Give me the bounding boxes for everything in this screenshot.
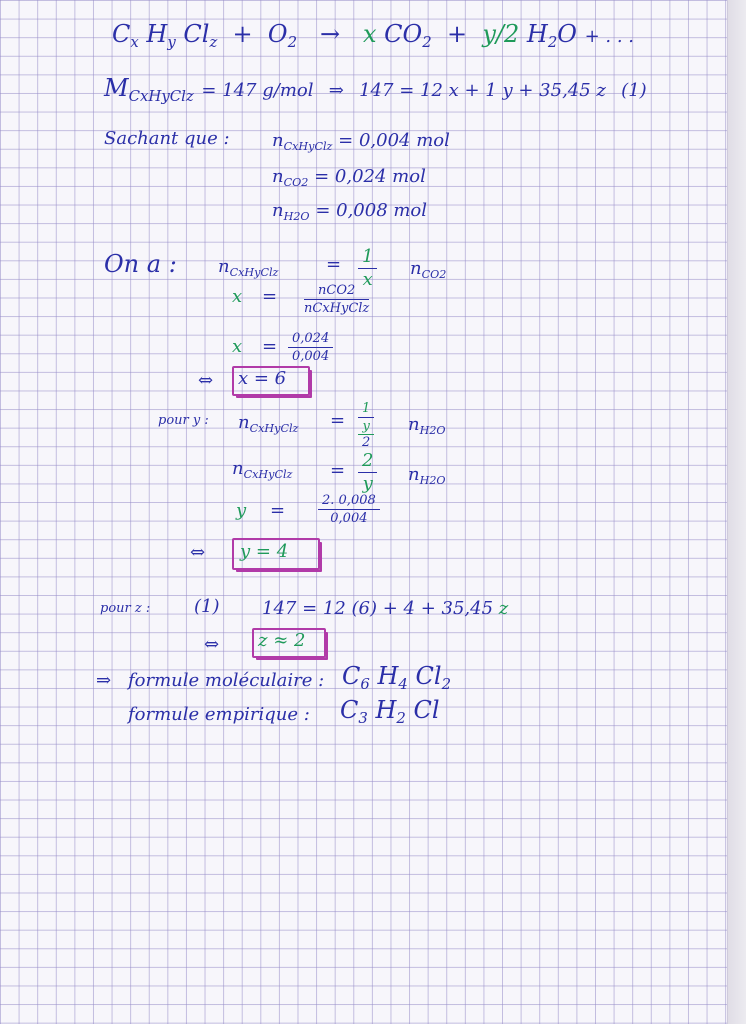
y-relation-eq: =	[330, 410, 346, 431]
x-relation-den: x	[362, 269, 373, 290]
known-n-h2o: $n_{H2O} = 0,008$ mol	[272, 200, 428, 223]
x-relation-rhs: $n_{CO2}$	[410, 258, 447, 281]
x-relation-eq: =	[326, 254, 342, 275]
x2-fraction-den: 0,004	[292, 349, 330, 364]
x-relation-lhs: $n_{CxHyClz}$	[218, 256, 279, 279]
eq-cl: Cl	[183, 20, 210, 48]
y-fraction-num: 2. 0,008	[318, 494, 380, 510]
y-relation-rhs: $n_{H2O}$	[408, 414, 446, 437]
y-implies: ⇔	[190, 542, 206, 563]
x-fraction-den: nCxHyClz	[304, 301, 370, 316]
eq-h2o-o: O	[557, 20, 577, 48]
y-relation-lhs: $n_{CxHyClz}$	[238, 412, 299, 435]
eq-coeff-h2o: y/2	[482, 20, 520, 48]
find-z-heading: pour z :	[100, 601, 151, 616]
page-edge	[728, 0, 746, 1024]
z-equation: 147 = 12 (6) + 4 + 35,45 z	[262, 598, 509, 619]
y-relation-fraction	[358, 402, 374, 449]
eq-plus-2: +	[446, 20, 468, 48]
y-relation2-eq: =	[330, 460, 346, 481]
z-ref: (1)	[194, 596, 220, 617]
y-var: y	[236, 500, 247, 521]
x-var: x	[232, 286, 243, 307]
eq-h: H	[146, 20, 168, 48]
y-fraction	[318, 494, 380, 525]
x-result: x = 6	[238, 368, 287, 389]
x2-fraction	[288, 332, 333, 363]
y-relation-den-den: 2	[362, 435, 371, 450]
molar-mass-line	[104, 76, 647, 104]
molar-mass-value: = 147 g/mol	[201, 80, 314, 101]
x-implies: ⇔	[198, 370, 214, 391]
molar-mass-arrow: ⇒	[328, 80, 344, 101]
eq-h-sub: y	[167, 33, 176, 52]
molecular-formula: $C_6$ $H_4$ $Cl_2$	[342, 662, 452, 694]
empirical-formula: $C_3$ $H_2$ Cl	[340, 696, 440, 728]
known-n-co2: $n_{CO2} = 0,024$ mol	[272, 166, 426, 189]
reaction-equation	[112, 22, 634, 50]
eq-h2o-h: H	[526, 20, 548, 48]
z-result: z ≈ 2	[258, 630, 306, 651]
x2-fraction-num: 0,024	[288, 332, 333, 348]
x-eq: =	[262, 286, 278, 307]
eq-c-sub: x	[130, 33, 139, 52]
molar-mass-equation: 147 = 12 x + 1 y + 35,45 z	[359, 80, 606, 101]
y-relation2-lhs: $n_{CxHyClz}$	[232, 458, 293, 481]
empirical-label: formule empirique :	[128, 704, 310, 725]
x2-eq: =	[262, 336, 278, 357]
molar-mass-sub: CxHyClz	[128, 87, 194, 106]
z-var: z	[498, 598, 509, 619]
eq-co2-sub: 2	[422, 33, 432, 52]
y-eq: =	[270, 500, 286, 521]
x-fraction-num: nCO2	[304, 284, 369, 300]
x-relation-fraction	[358, 248, 377, 289]
eq-o2: O	[267, 20, 288, 48]
eq-c: C	[112, 20, 131, 48]
eq-h2o-sub: 2	[547, 33, 558, 52]
eq-co2: CO	[384, 20, 423, 48]
x2-var: x	[232, 336, 243, 357]
eq-coeff-co2: x	[362, 20, 377, 48]
y-fraction-den: 0,004	[330, 511, 368, 526]
molar-mass-tag: (1)	[621, 80, 647, 101]
eq-arrow: →	[319, 20, 341, 48]
z-implies: ⇔	[204, 634, 220, 655]
y-relation2-fraction	[358, 452, 377, 493]
eq-tail: + . . .	[584, 26, 635, 47]
y-result: y = 4	[240, 541, 289, 562]
formula-arrow: ⇒	[96, 670, 112, 691]
find-x-heading: On a :	[104, 250, 177, 278]
y-relation-den-num: y	[358, 420, 374, 435]
y-relation2-rhs: $n_{H2O}$	[408, 464, 446, 487]
y-relation2-den: y	[362, 473, 373, 494]
find-y-heading: pour y :	[158, 413, 209, 428]
x-relation-num: 1	[358, 248, 377, 269]
known-heading: Sachant que :	[104, 128, 230, 149]
x-fraction	[304, 284, 369, 315]
y-relation-den	[358, 418, 374, 449]
y-relation2-num: 2	[358, 452, 377, 473]
eq-cl-sub: z	[209, 33, 218, 52]
molecular-label: formule moléculaire :	[128, 670, 325, 691]
eq-plus-1: +	[232, 20, 253, 48]
known-n-compound: $n_{CxHyClz} = 0,004$ mol	[272, 130, 450, 153]
molar-mass-label: M	[104, 74, 129, 102]
eq-o2-sub: 2	[287, 33, 298, 52]
y-relation-num: 1	[358, 402, 374, 418]
